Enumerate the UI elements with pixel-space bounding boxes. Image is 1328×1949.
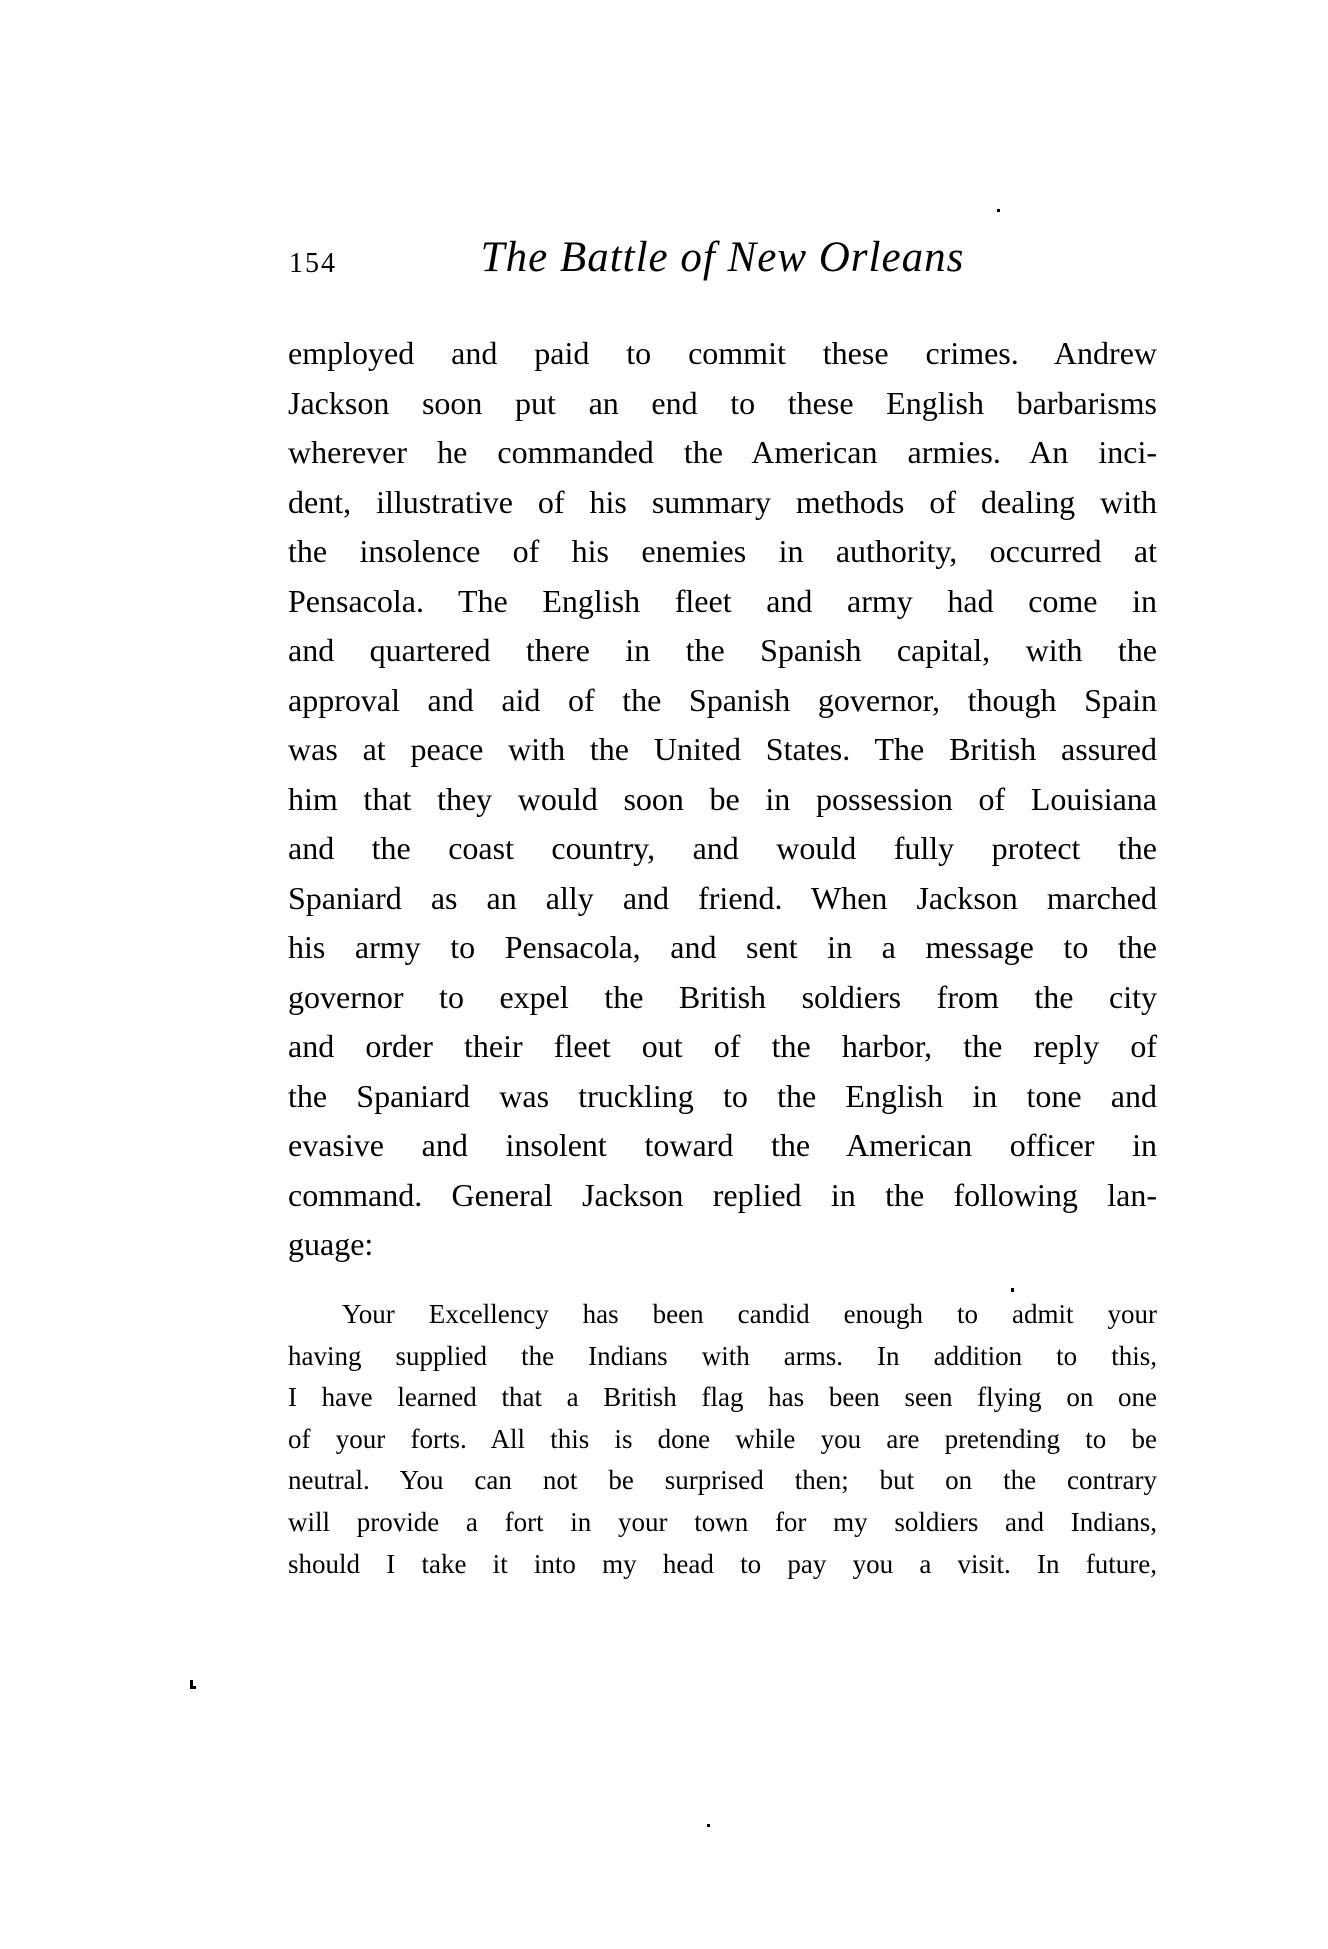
text-line: governor to expel the British soldiers from the city [288,978,1157,1015]
text-line: the Spaniard was truckling to the English in tone and [288,1077,1157,1114]
text-line: Spaniard as an ally and friend. When Jackson marched [288,879,1157,916]
quote-line: I have learned that a British flag has been seen flying on one [288,1382,1157,1413]
quote-line: will provide a fort in your town for my soldiers and Indians, [288,1506,1157,1537]
scan-speck [1011,1288,1014,1292]
text-line: was at peace with the United States. The British assured [288,731,1157,767]
text-line: approval and aid of the Spanish governor, though Spain [288,681,1157,718]
text-line: command. General Jackson replied in the following lan- [288,1176,1157,1213]
text-line: his army to Pensacola, and sent in a message to the [288,929,1157,965]
quote-line: of your forts. All this is done while you are pretending to be [288,1423,1157,1454]
quote-line: neutral. You can not be surprised then; but on the contrary [288,1465,1157,1496]
text-line: dent, illustrative of his summary methods of dealing with [288,483,1157,520]
text-line: and order their fleet out of the harbor, the reply of [288,1028,1157,1064]
text-line: employed and paid to commit these crimes. Andrew [288,335,1157,371]
text-line: guage: [288,1226,374,1262]
block-quote [288,1294,1157,1585]
body-paragraph [288,329,1157,1270]
text-line: and quartered there in the Spanish capital, with the [288,632,1157,668]
quote-line: having supplied the Indians with arms. In addition to this, [288,1340,1157,1371]
text-line: Pensacola. The English fleet and army had come in [288,582,1157,619]
text-line: evasive and insolent toward the American officer in [288,1127,1157,1163]
text-line: and the coast country, and would fully protect the [288,830,1157,866]
text-line: him that they would soon be in possession of Louisiana [288,780,1157,817]
running-title: The Battle of New Orleans [480,234,965,281]
scan-speck [707,1824,710,1827]
quote-line: should I take it into my head to pay you a visit. In future, [288,1548,1157,1579]
quote-line: Your Excellency has been candid enough to admit your [342,1299,1157,1329]
page-number: 154 [289,248,337,279]
scan-speck [997,209,1000,212]
text-line: wherever he commanded the American armies. An inci- [288,434,1157,470]
text-line: Jackson soon put an end to these English barbarisms [288,384,1157,421]
scan-speck [190,1680,193,1689]
text-line: the insolence of his enemies in authority, occurred at [288,533,1157,569]
